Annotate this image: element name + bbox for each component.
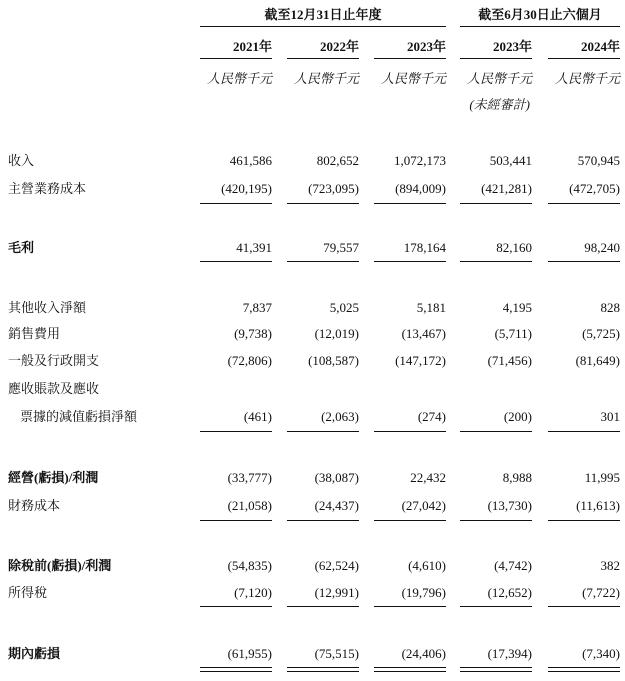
table-cell: (4,742) (494, 558, 532, 573)
table-cell: (7,722) (582, 585, 620, 600)
subtotal-rule (200, 261, 272, 262)
table-cell: (17,394) (487, 646, 532, 661)
table-cell: (12,991) (314, 585, 359, 600)
header-group-half: 截至6月30日止六個月 (460, 6, 620, 27)
table-cell: 5,181 (416, 300, 446, 315)
row-label-finance-costs: 財務成本 (8, 498, 61, 513)
total-double-rule (548, 667, 620, 672)
subtotal-rule (548, 203, 620, 204)
table-cell: (5,725) (582, 326, 620, 341)
table-cell: (71,456) (487, 353, 532, 368)
table-cell: (54,835) (227, 558, 272, 573)
table-cell: 1,072,173 (394, 153, 446, 168)
row-label-gross-profit: 毛利 (8, 240, 35, 255)
row-label-impairment-line2: 票據的減值虧損淨額 (20, 409, 138, 424)
unit-label: 人民幣千元 (554, 71, 620, 86)
subtotal-rule (374, 431, 446, 432)
table-cell: (19,796) (401, 585, 446, 600)
subtotal-rule (548, 261, 620, 262)
table-cell: (2,063) (321, 409, 359, 424)
subtotal-rule (200, 606, 272, 607)
table-cell: 79,557 (323, 240, 359, 255)
table-cell: (894,009) (395, 181, 446, 196)
year-header-2022: 2022年 (287, 38, 359, 59)
row-label-revenue: 收入 (8, 153, 35, 168)
table-cell: (24,437) (314, 498, 359, 513)
row-label-impairment-line1: 應收賬款及應收 (8, 381, 100, 396)
table-cell: 7,837 (242, 300, 272, 315)
row-label-other-income: 其他收入淨額 (8, 300, 87, 315)
table-cell: 82,160 (496, 240, 532, 255)
subtotal-rule (548, 431, 620, 432)
table-cell: (147,172) (395, 353, 446, 368)
table-cell: 382 (600, 558, 620, 573)
table-cell: 301 (600, 409, 620, 424)
table-cell: (472,705) (569, 181, 620, 196)
table-cell: (11,613) (576, 498, 620, 513)
unit-label: 人民幣千元 (293, 71, 359, 86)
table-cell: 570,945 (577, 153, 620, 168)
table-cell: 8,988 (502, 470, 532, 485)
subtotal-rule (200, 431, 272, 432)
table-cell: (723,095) (308, 181, 359, 196)
row-label-income-tax: 所得稅 (8, 585, 48, 600)
total-double-rule (374, 667, 446, 672)
table-cell: (13,730) (487, 498, 532, 513)
unit-label: 人民幣千元 (206, 71, 272, 86)
subtotal-rule (460, 520, 532, 521)
table-cell: (13,467) (401, 326, 446, 341)
table-cell: (24,406) (401, 646, 446, 661)
unit-label: 人民幣千元 (380, 71, 446, 86)
row-label-pretax-result: 除稅前(虧損)/利潤 (8, 558, 112, 573)
row-label-operating-result: 經營(虧損)/利潤 (8, 470, 99, 485)
table-cell: (81,649) (575, 353, 620, 368)
subtotal-rule (287, 261, 359, 262)
table-cell: (7,120) (234, 585, 272, 600)
header-group-year: 截至12月31日止年度 (200, 6, 446, 27)
table-cell: (12,019) (314, 326, 359, 341)
table-cell: 802,652 (316, 153, 359, 168)
table-cell: 98,240 (584, 240, 620, 255)
table-cell: (5,711) (494, 326, 532, 341)
row-label-cost-of-sales: 主營業務成本 (8, 181, 87, 196)
year-header-2021: 2021年 (200, 38, 272, 59)
table-cell: 178,164 (403, 240, 446, 255)
table-cell: 828 (600, 300, 620, 315)
subtotal-rule (200, 203, 272, 204)
year-header-2023: 2023年 (374, 38, 446, 59)
table-cell: (12,652) (487, 585, 532, 600)
table-cell: (200) (503, 409, 532, 424)
table-cell: 22,432 (410, 470, 446, 485)
subtotal-rule (460, 606, 532, 607)
table-cell: (9,738) (234, 326, 272, 341)
row-label-loss-for-period: 期內虧損 (8, 646, 61, 661)
table-cell: (420,195) (221, 181, 272, 196)
table-cell: 5,025 (329, 300, 359, 315)
table-cell: 4,195 (502, 300, 532, 315)
table-cell: 461,586 (229, 153, 272, 168)
table-cell: (33,777) (227, 470, 272, 485)
subtotal-rule (548, 606, 620, 607)
subtotal-rule (374, 261, 446, 262)
subtotal-rule (374, 520, 446, 521)
subtotal-rule (287, 431, 359, 432)
table-cell: (27,042) (401, 498, 446, 513)
table-cell: (61,955) (227, 646, 272, 661)
table-cell: (461) (243, 409, 272, 424)
table-cell: (108,587) (308, 353, 359, 368)
total-double-rule (460, 667, 532, 672)
subtotal-rule (548, 520, 620, 521)
subtotal-rule (287, 606, 359, 607)
row-label-admin-expenses: 一般及行政開支 (8, 353, 100, 368)
table-cell: 11,995 (584, 470, 620, 485)
table-cell: (4,610) (408, 558, 446, 573)
total-double-rule (200, 667, 272, 672)
row-label-selling-expenses: 銷售費用 (8, 326, 61, 341)
subtotal-rule (374, 203, 446, 204)
year-header-2024-half: 2024年 (548, 38, 620, 59)
subtotal-rule (460, 261, 532, 262)
table-cell: (62,524) (314, 558, 359, 573)
subtotal-rule (460, 431, 532, 432)
table-cell: (421,281) (481, 181, 532, 196)
table-cell: (7,340) (582, 646, 620, 661)
subtotal-rule (287, 203, 359, 204)
total-double-rule (287, 667, 359, 672)
table-cell: (21,058) (227, 498, 272, 513)
subtotal-rule (460, 203, 532, 204)
unaudited-label: (未經審計) (469, 97, 530, 112)
subtotal-rule (287, 520, 359, 521)
subtotal-rule (200, 520, 272, 521)
table-cell: (38,087) (314, 470, 359, 485)
table-cell: (75,515) (314, 646, 359, 661)
subtotal-rule (374, 606, 446, 607)
table-cell: (274) (417, 409, 446, 424)
table-cell: (72,806) (227, 353, 272, 368)
table-cell: 41,391 (236, 240, 272, 255)
unit-label: 人民幣千元 (466, 71, 532, 86)
table-cell: 503,441 (489, 153, 532, 168)
year-header-2023-half: 2023年 (460, 38, 532, 59)
